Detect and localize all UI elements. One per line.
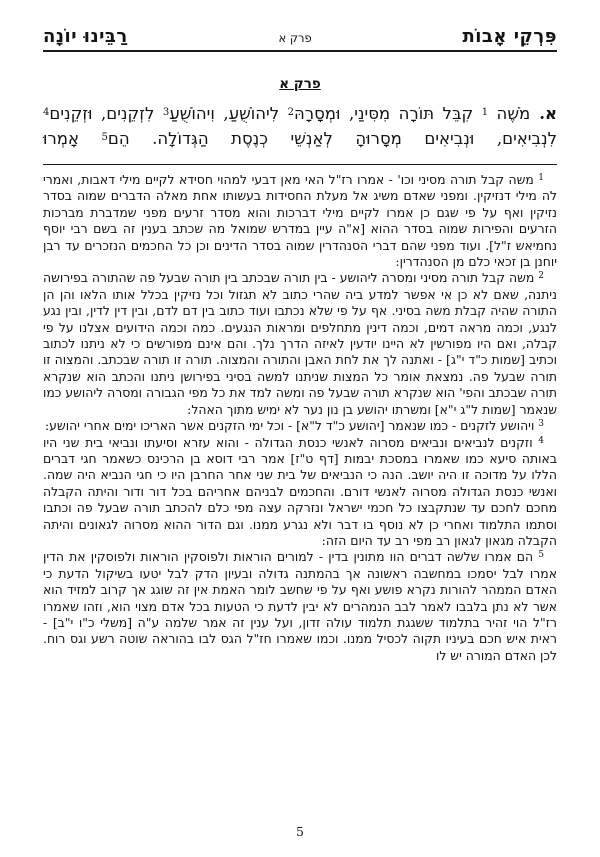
mishnah-segment: לִנְבִיאִים, וּנְבִיאִים מְסָרוּהָ לְאַנְשֵׁי כְנֶסֶת הַגְּדוֹלָה. הֵם xyxy=(107,128,557,148)
footnote-ref: 4 xyxy=(43,107,50,118)
footnote-5: $^5$ הם אמרו שלשה דברים הוו מתונין בדין - למורים הוראות ולפוסקין הוראות ולפוסקין את הדין אמרו לבל יסמכו במחשבה ראשונה אך בהמתנה גדולה ובעיון הדק לבל יטעו בשיקול הדעת כי האדם הממהר להורות נקרא פושע ואף על פי שחשב לומר האמת אין זה שוגג אך קרוב למזיד הוא אשר לא נתן בלבבו לאמר לבב הנמהרים לא יבין לדעת כי הטעות בכל אדם מצוי הוא, וזהו שאמרו רז"ל הוי זהיר בתלמוד ששגגת תלמוד עולה זדון, ועל ענין זה אמר שלמה ע"ה [משלי כ"ו י"ב] - ראית איש חכם בעיניו תקוה לכסיל ממנו. וכמו שאמרו חז"ל הגס לבו בהוראה שוטה רשע וגס רוח. לכן האדם המורה יש לו xyxy=(43,549,557,663)
page-header xyxy=(43,26,557,52)
header-chapter-label: פרק א xyxy=(278,31,312,45)
page-number: 5 xyxy=(296,824,304,839)
footnote-4: $^4$ וזקנים לנביאים ונביאים מסרוה לאנשי כנסת הגדולה - והוא עזרא וסיעתו ונביאי בית שני היו באותה סיעא כמו שאמרו במסכת יבמות [דף ט"ז] אמר רבי דוסא בן הרכינס כשאמר חגי דברים הללו על מדוכה זו היה יושב. הנה כי הנביאים של בית שני אחר החרבן היו כי חגי הנביא היה שמה. ואנשי כנסת הגדולה מסרוה לאנשי דורם. והחכמים לבניהם אחריהם בכל דור ודור והיתה הקבלה מחכם לחכם עד שנתקבצו כל חכמי ישראל ונזרקה עצה מפי כלם להכתב תורה שבעל פה וכתבו וסתמו התלמוד ואחרי כן לא נוסף בו דבר ולא נגרע ממנו. וגם הדור ההוא מסרוה לגאונים והיתה הקבלה מגאון לגאון רב מפי רב עד היום הזה: xyxy=(43,434,557,548)
footnotes-list xyxy=(43,172,557,664)
footnote-number: 3 xyxy=(538,419,544,430)
footnote-number: 4 xyxy=(538,435,544,446)
work-title: פִּרְקֵי אָבוֹת xyxy=(462,26,557,47)
mishnah-segment: אָמְרוּ xyxy=(43,128,102,148)
footnote-separator xyxy=(43,164,557,165)
footnote-2: $^2$ משה קבל תורה מסיני ומסרה ליהושע - בין תורה שבכתב בין תורה שבעל פה שהתורה בפירושה ניתנה, שאם לא כן אי אפשר למדע ביה שהרי כתוב לא תגזול וכל נזיקין בכלל אותו הלאו והן הן התורה שהיה קבלת משה בסיני. אף על פי שלא נכתבו ועוד כתוב בין דם לדם, ובין דין לדין, ובין נגע לנגע, וכמה מראה דמים, וכמה דינין מתחלפים ומראות הנגעים. כמה וכמה הידועים אצלנו על פי קבלה, ואם היו מפורשין לא היינו יודעין לאיזה הדרך נלך. והם אינם מפורשים כי לא ניתנו לכתוב וכתיב [שמות כ"ד י"ג] - ואתנה לך את לחת האבן והתורה והמצוה. תורה זו תורה שבכתב. והמצוה זו תורה שבעל פה. נמצאת אומר כל המצות שניתנו למשה בסיני בפירושן ניתנו והכתב הוא שנקרא תורה שבכתב והפי' הוא שנקרא תורה שבעל פה ומשה למד את כל מפי הגבורה ומסרה ליהושע כמו שנאמר [שמות ל"ג י"א] ומשרתו יהושע בן נון נער לא ימיש מתוך האהל: xyxy=(43,270,557,417)
mishnah-segment: מֹשֶׁה xyxy=(488,104,531,123)
mishnah-segment: לִיהוֹשֻׁעַ, וִיהוֹשֻׁעַ xyxy=(169,104,288,123)
footnote-ref: 3 xyxy=(162,107,170,118)
footnote-number: 1 xyxy=(538,173,544,183)
footnote-number: 2 xyxy=(538,271,544,282)
author-title: רַבֵּינוּ יוֹנָה xyxy=(43,26,128,47)
footnote-1: $^1$ משה קבל תורה מסיני וכו' - אמרו רז"ל האי מאן דבעי למהוי חסידא לקיים מילי דאבות, ואמרי לה מילי דנזיקין. ומפני שאדם משיג אל מעלת החסידות בעשותו אחת מאלה הדברים שמוה בסדר נזיקין ואף על פי שגם כן אמרו לקיים מילי דברכות והוא מסדר זרעים מפני שמדברת מברכות הזרעים והפירות שמוה בסדר ההוא [א"ה עיין במדרש שמואל מה שכתב בענין זה בשם רבי יוסף נחמיאש ז"ל]. ועוד מפני שהם דברי הסנהדרין שמוה בסדר הדינים וכן כל החכמים הנזכרים עד רבן יוחנן בן זכאי כלם מן הסנהדרין: xyxy=(43,172,557,270)
footnote-ref: 5 xyxy=(101,131,108,143)
chapter-heading: פרק א xyxy=(279,76,321,92)
mishnah-segment: לִזְקֵנִים, וּזְקֵנִים xyxy=(49,104,163,123)
mishnah-letter: א. xyxy=(530,104,558,123)
footnote-ref: 2 xyxy=(287,107,294,118)
footnote-ref: 1 xyxy=(481,107,489,118)
footnote-3: $^3$ ויהושע לזקנים - כמו שנאמר [יהושע כ"ד ל"א] - וכל ימי הזקנים אשר האריכו ימים אחרי יהושע: xyxy=(44,418,544,434)
mishnah-segment: קִבֵּל תּוֹרָה מִסִּינַי, וּמְסָרָהּ xyxy=(293,104,482,123)
footnote-number: 5 xyxy=(538,550,544,561)
mishnah-text xyxy=(43,102,557,151)
